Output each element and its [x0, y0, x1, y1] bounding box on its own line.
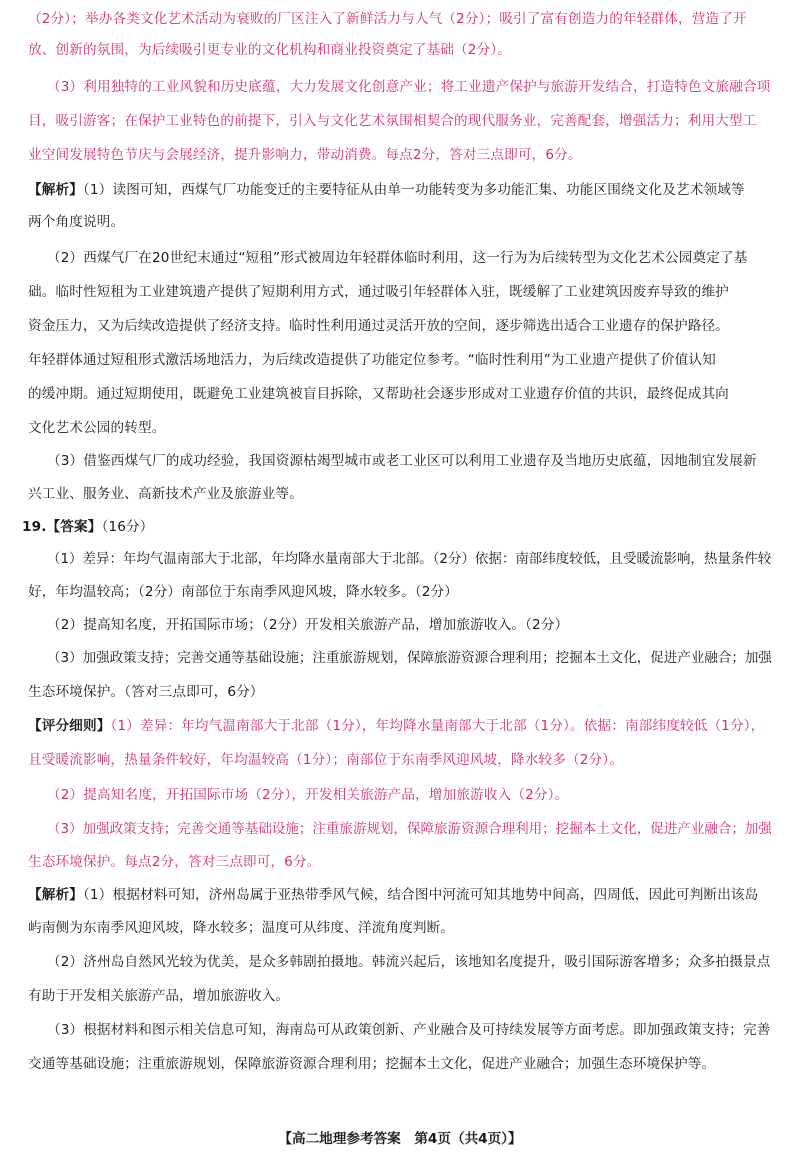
q19-answer-line-1: （1）差异：年均气温南部大于北部，年均降水量南部大于北部。（2分）依据：南部纬度较低，且受暖流影响，热量条件较: [47, 551, 772, 567]
q18-analysis-line-8: 文化艺术公园的转型。: [28, 420, 166, 436]
q18-grading-line-4: 目，吸引游客；在保护工业特色的前提下，引入与文化艺术氛围相契合的现代服务业，完善配套，增强活力；利用大型工: [28, 113, 757, 129]
q18-analysis-line-7: 的缓冲期。通过短期使用，既避免工业建筑被盲目拆除，又帮助社会逐步形成对工业遗存价值的共识，最终促成其向: [28, 386, 729, 402]
q19-grading-line-2: 且受暖流影响，热量条件较好，年均温较高（1分）；南部位于东南季风迎风坡，降水较多（2分）。: [28, 752, 623, 768]
q19-grading-line-5: 生态环境保护。每点2分，答对三点即可，6分。: [28, 854, 321, 870]
q19-grading-line-1: [28, 716, 764, 736]
q18-analysis-label: 【解析】: [28, 182, 83, 198]
q19-grading-line-4: （3）加强政策支持；完善交通等基础设施；注重旅游规划，保障旅游资源合理利用；挖掘本土文化，促进产业融合；加强: [47, 821, 772, 837]
q18-grading-line-5: 业空间发展特色节庆与会展经济，提升影响力，带动消费。每点2分，答对三点即可，6分。: [28, 147, 582, 163]
q19-answer-line-2: 好，年均温较高；（2分）南部位于东南季风迎风坡，降水较多。（2分）: [28, 584, 459, 600]
q19-analysis-text-1: （1）根据材料可知，济州岛属于亚热带季风气候，结合图中河流可知其地势中间高，四周低，因此可判断出该岛: [82, 887, 759, 903]
q19-analysis-line-1: [28, 885, 758, 905]
q19-answer-line-5: 生态环境保护。（答对三点即可，6分）: [28, 684, 264, 700]
q18-analysis-line-4: 础。临时性短租为工业建筑遗产提供了短期利用方式，通过吸引年轻群体入驻，既缓解了工业建筑因废弃导致的维护: [28, 284, 729, 300]
q18-analysis-line-10: 兴工业、服务业、高新技术产业及旅游业等。: [28, 486, 303, 502]
q19-grading-text-1: （1）差异：年均气温南部大于北部（1分），年均降水量南部大于北部（1分）。依据：南部纬度较低（1分），: [110, 718, 765, 734]
q19-grading-label: 【评分细则】: [28, 718, 111, 734]
q18-analysis-line-9: （3）借鉴西煤气厂的成功经验，我国资源枯竭型城市或老工业区可以利用工业遗存及当地历史底蕴，因地制宜发展新: [47, 453, 757, 469]
q19-analysis-line-2: 屿南侧为东南季风迎风坡，降水较多；温度可从纬度、洋流角度判断。: [28, 920, 455, 936]
q19-grading-line-3: （2）提高知名度，开拓国际市场（2分），开发相关旅游产品，增加旅游收入（2分）。: [47, 787, 569, 803]
page-footer: 【高二地理参考答案 第4页（共4页）】: [278, 1131, 522, 1147]
q18-analysis-line-1: [28, 180, 745, 200]
q18-grading-line-2: 放、创新的氛围，为后续吸引更专业的文化机构和商业投资奠定了基础（2分）。: [28, 42, 512, 58]
q19-number: 19.: [22, 519, 47, 535]
q19-analysis-line-5: （3）根据材料和图示相关信息可知，海南岛可从政策创新、产业融合及可持续发展等方面考虑。即加强政策支持；完善: [47, 1022, 771, 1038]
q18-analysis-line-5: 资金压力，又为后续改造提供了经济支持。临时性利用通过灵活开放的空间，逐步筛选出适合工业遗存的保护路径。: [28, 318, 729, 334]
q18-grading-line-1: （2分）；举办各类文化艺术活动为衰败的厂区注入了新鲜活力与人气（2分）；吸引了富有创造力的年轻群体，营造了开: [28, 11, 747, 27]
q19-answer-label: 【答案】: [46, 519, 102, 535]
q19-answer-line-3: （2）提高知名度，开拓国际市场；（2分）开发相关旅游产品，增加旅游收入。（2分）: [47, 617, 569, 633]
q19-score: （16分）: [101, 519, 154, 535]
q19-answer-line-4: （3）加强政策支持；完善交通等基础设施；注重旅游规划，保障旅游资源合理利用；挖掘本土文化，促进产业融合；加强: [47, 650, 772, 666]
q19-analysis-line-6: 交通等基础设施；注重旅游规划，保障旅游资源合理利用；挖掘本土文化，促进产业融合；加强生态环境保护等。: [28, 1056, 716, 1072]
q19-header: [22, 517, 154, 537]
q18-analysis-line-6: 年轻群体通过短租形式激活场地活力，为后续改造提供了功能定位参考。“临时性利用”为工业遗产提供了价值认知: [28, 352, 716, 368]
q18-analysis-line-3: （2）西煤气厂在20世纪末通过“短租”形式被周边年轻群体临时利用，这一行为为后续转型为文化艺术公园奠定了基: [47, 250, 748, 266]
q19-analysis-line-4: 有助于开发相关旅游产品，增加旅游收入。: [28, 988, 290, 1004]
q19-analysis-line-3: （2）济州岛自然风光较为优美，是众多韩剧拍摄地。韩流兴起后，该地知名度提升，吸引国际游客增多；众多拍摄景点: [47, 954, 771, 970]
q18-analysis-line-2: 两个角度说明。: [28, 214, 125, 230]
q19-analysis-label: 【解析】: [28, 887, 83, 903]
q18-grading-line-3: （3）利用独特的工业风貌和历史底蕴，大力发展文化创意产业；将工业遗产保护与旅游开发结合，打造特色文旅融合项: [47, 79, 771, 95]
q18-analysis-text-1: （1）读图可知，西煤气厂功能变迁的主要特征从由单一功能转变为多功能汇集、功能区围绕文化及艺术领域等: [82, 182, 745, 198]
